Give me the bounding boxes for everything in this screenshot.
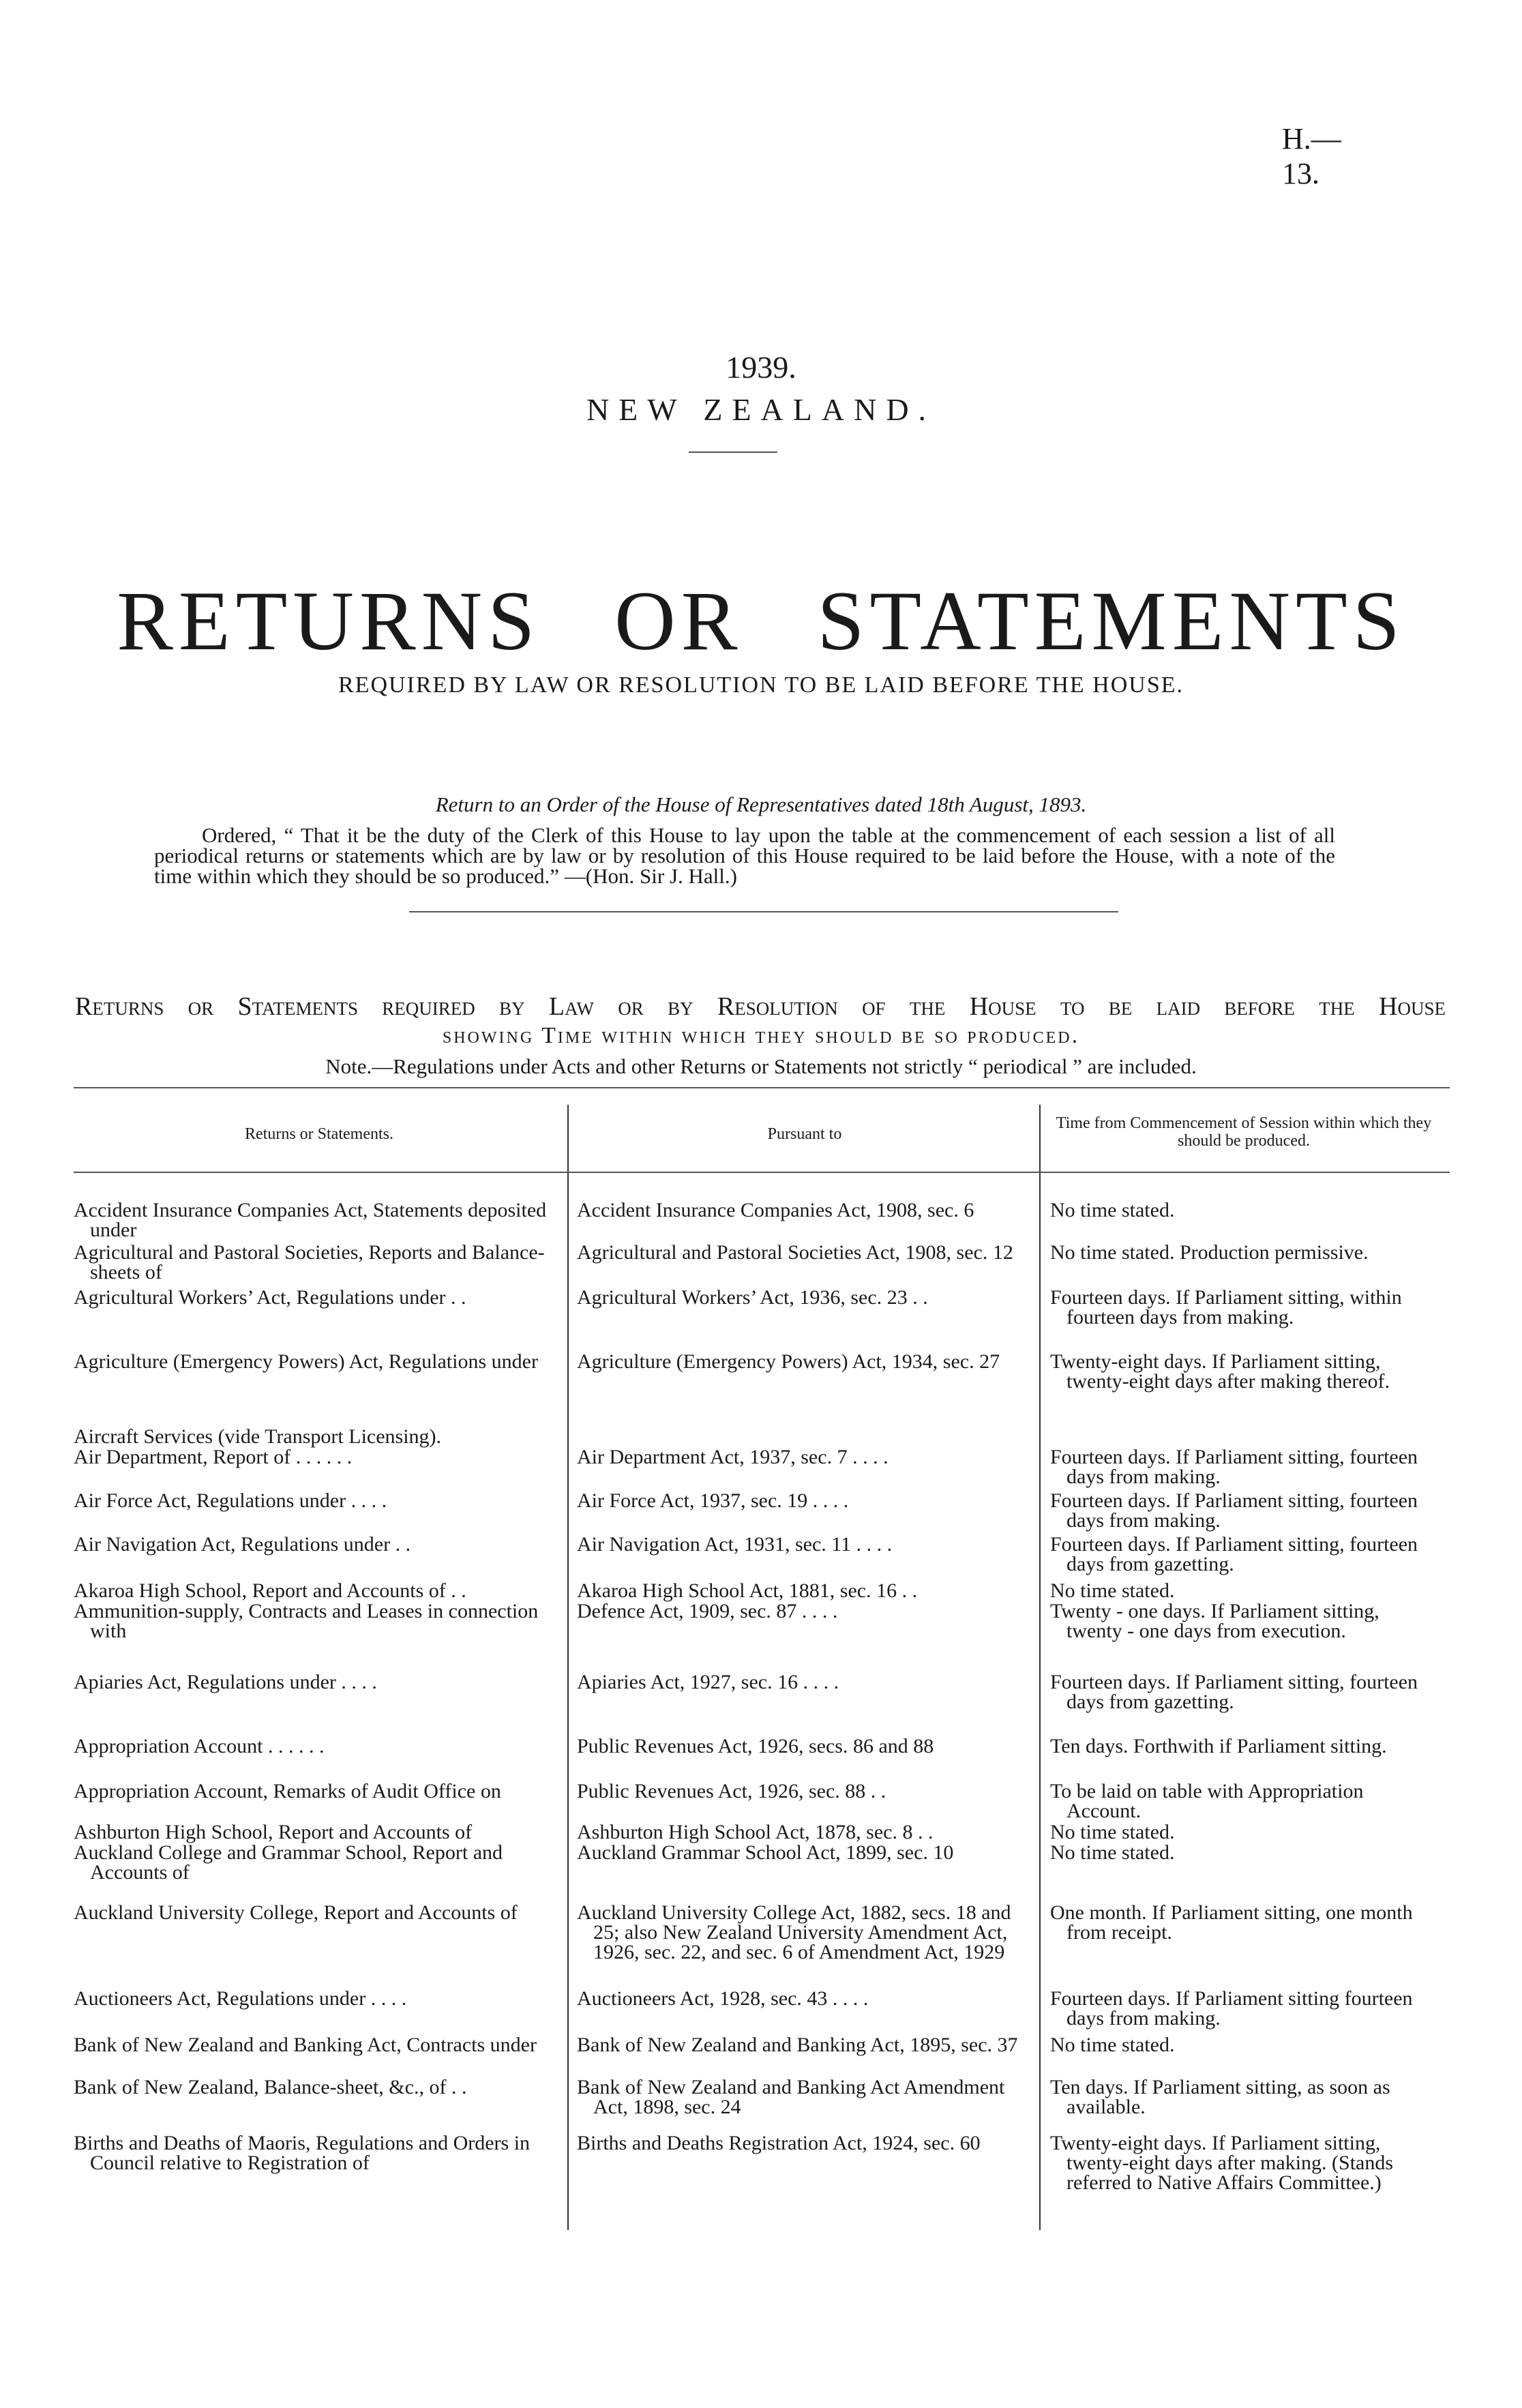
- header-returns: Returns or Statements.: [245, 1125, 393, 1143]
- page-reference: H.—13.: [1282, 122, 1341, 190]
- row-18-time: Ten days. If Parliament sitting, as soon as available.: [1050, 2076, 1390, 2118]
- row-16-pursuant: Auctioneers Act, 1928, sec. 43 . . . .: [577, 1987, 869, 2010]
- row-0-time: No time stated.: [1050, 1199, 1175, 1221]
- row-6-pursuant: Air Force Act, 1937, sec. 19 . . . .: [577, 1489, 849, 1512]
- table-note: Note.—Regulations under Acts and other Returns or Statements not strictly “ periodical ” are included.: [325, 1054, 1197, 1078]
- row-2-returns: Agricultural Workers’ Act, Regulations under . .: [74, 1286, 466, 1309]
- year: 1939.: [726, 350, 796, 385]
- row-2-time: Fourteen days. If Parliament sitting, within fourteen days from making.: [1050, 1286, 1402, 1328]
- row-14-pursuant: Auckland Grammar School Act, 1899, sec. 10: [577, 1841, 954, 1864]
- row-5-pursuant: Air Department Act, 1937, sec. 7 . . . .: [577, 1446, 889, 1468]
- row-15-time: One month. If Parliament sitting, one month from receipt.: [1050, 1901, 1413, 1944]
- column-divider-1: [567, 1105, 569, 2230]
- row-14-time: No time stated.: [1050, 1841, 1175, 1864]
- row-6-returns: Air Force Act, Regulations under . . . .: [74, 1489, 387, 1512]
- row-9-returns: Ammunition-supply, Contracts and Leases in connection with: [74, 1600, 539, 1642]
- row-10-returns: Apiaries Act, Regulations under . . . .: [74, 1671, 377, 1693]
- row-8-pursuant: Akaroa High School Act, 1881, sec. 16 . .: [577, 1579, 918, 1602]
- row-4-returns: Aircraft Services (vide Transport Licensing).: [74, 1425, 442, 1448]
- row-13-pursuant: Ashburton High School Act, 1878, sec. 8 . .: [577, 1821, 934, 1843]
- row-5-returns: Air Department, Report of . . . . . .: [74, 1446, 353, 1468]
- row-11-pursuant: Public Revenues Act, 1926, secs. 86 and 88: [577, 1735, 934, 1757]
- row-1-returns: Agricultural and Pastoral Societies, Reports and Balance-sheets of: [74, 1241, 545, 1283]
- row-10-pursuant: Apiaries Act, 1927, sec. 16 . . . .: [577, 1671, 839, 1693]
- row-1-time: No time stated. Production permissive.: [1050, 1241, 1369, 1264]
- header-time: Time from Commencement of Session within which they should be produced.: [1056, 1114, 1432, 1150]
- table-header-rule: [74, 1172, 1450, 1173]
- row-11-time: Ten days. Forthwith if Parliament sitting.: [1050, 1735, 1387, 1757]
- row-16-returns: Auctioneers Act, Regulations under . . . .: [74, 1987, 407, 2010]
- document-subtitle: REQUIRED BY LAW OR RESOLUTION TO BE LAID BEFORE THE HOUSE.: [338, 672, 1184, 698]
- row-0-pursuant: Accident Insurance Companies Act, 1908, sec. 6: [577, 1199, 974, 1221]
- row-7-pursuant: Air Navigation Act, 1931, sec. 11 . . . .: [577, 1533, 893, 1556]
- row-13-time: No time stated.: [1050, 1821, 1175, 1843]
- row-18-pursuant: Bank of New Zealand and Banking Act Amendment Act, 1898, sec. 24: [577, 2076, 1005, 2118]
- row-8-returns: Akaroa High School, Report and Accounts of . .: [74, 1579, 466, 1602]
- row-13-returns: Ashburton High School, Report and Accounts of: [74, 1821, 473, 1843]
- table-heading-line-1: Returns or Statements required by Law or by Resolution of the House to be laid before the House: [75, 992, 1446, 1021]
- document-title: RETURNS OR STATEMENTS: [117, 574, 1405, 668]
- divider-order: [409, 911, 1118, 912]
- divider-short: [689, 451, 777, 453]
- country: NEW ZEALAND.: [586, 392, 936, 427]
- row-1-pursuant: Agricultural and Pastoral Societies Act, 1908, sec. 12: [577, 1241, 1013, 1264]
- row-3-pursuant: Agriculture (Emergency Powers) Act, 1934, sec. 27: [577, 1350, 1000, 1373]
- order-text: Ordered, “ That it be the duty of the Clerk of this House to lay upon the table at the commencement of each session a list of all periodical returns or statements which are by law or by resolution of this House required to be laid before the House, with a note of the time within which they should be so produced.” —(Hon. Sir J. Hall.): [154, 823, 1335, 888]
- row-6-time: Fourteen days. If Parliament sitting, fourteen days from making.: [1050, 1489, 1418, 1532]
- table-heading-line-2: showing Time within which they should be so produced.: [442, 1023, 1080, 1048]
- row-19-pursuant: Births and Deaths Registration Act, 1924, sec. 60: [577, 2132, 981, 2154]
- row-7-returns: Air Navigation Act, Regulations under . .: [74, 1533, 411, 1556]
- row-18-returns: Bank of New Zealand, Balance-sheet, &c., of . .: [74, 2076, 467, 2098]
- row-11-returns: Appropriation Account . . . . . .: [74, 1735, 325, 1757]
- row-16-time: Fourteen days. If Parliament sitting fourteen days from making.: [1050, 1987, 1413, 2030]
- column-divider-2: [1039, 1105, 1041, 2230]
- row-9-time: Twenty - one days. If Parliament sitting, twenty - one days from execution.: [1050, 1600, 1379, 1642]
- row-10-time: Fourteen days. If Parliament sitting, fourteen days from gazetting.: [1050, 1671, 1418, 1713]
- row-15-pursuant: Auckland University College Act, 1882, secs. 18 and 25; also New Zealand University Amendment Act, 1926, sec. 22, and sec. 6 of Amendment Act, 1929: [577, 1901, 1011, 1963]
- row-14-returns: Auckland College and Grammar School, Report and Accounts of: [74, 1841, 503, 1884]
- row-0-returns: Accident Insurance Companies Act, Statements deposited under: [74, 1199, 547, 1241]
- row-17-pursuant: Bank of New Zealand and Banking Act, 1895, sec. 37: [577, 2034, 1018, 2056]
- row-3-returns: Agriculture (Emergency Powers) Act, Regulations under: [74, 1350, 538, 1373]
- row-7-time: Fourteen days. If Parliament sitting, fourteen days from gazetting.: [1050, 1533, 1418, 1575]
- row-17-time: No time stated.: [1050, 2034, 1175, 2056]
- row-9-pursuant: Defence Act, 1909, sec. 87 . . . .: [577, 1600, 838, 1622]
- row-17-returns: Bank of New Zealand and Banking Act, Contracts under: [74, 2034, 537, 2056]
- row-8-time: No time stated.: [1050, 1579, 1175, 1602]
- row-5-time: Fourteen days. If Parliament sitting, fourteen days from making.: [1050, 1446, 1418, 1488]
- row-12-pursuant: Public Revenues Act, 1926, sec. 88 . .: [577, 1780, 886, 1802]
- row-15-returns: Auckland University College, Report and Accounts of: [74, 1901, 518, 1924]
- row-12-time: To be laid on table with Appropriation Account.: [1050, 1780, 1364, 1822]
- row-12-returns: Appropriation Account, Remarks of Audit Office on: [74, 1780, 501, 1802]
- order-caption: Return to an Order of the House of Representatives dated 18th August, 1893.: [435, 792, 1087, 816]
- row-3-time: Twenty-eight days. If Parliament sitting, twenty-eight days after making thereof.: [1050, 1350, 1390, 1393]
- row-2-pursuant: Agricultural Workers’ Act, 1936, sec. 23 . .: [577, 1286, 928, 1309]
- header-pursuant: Pursuant to: [767, 1125, 842, 1143]
- row-19-returns: Births and Deaths of Maoris, Regulations and Orders in Council relative to Registration of: [74, 2132, 531, 2174]
- table-top-rule: [74, 1087, 1450, 1088]
- row-19-time: Twenty-eight days. If Parliament sitting, twenty-eight days after making. (Stands referred to Native Affairs Committee.): [1050, 2132, 1394, 2194]
